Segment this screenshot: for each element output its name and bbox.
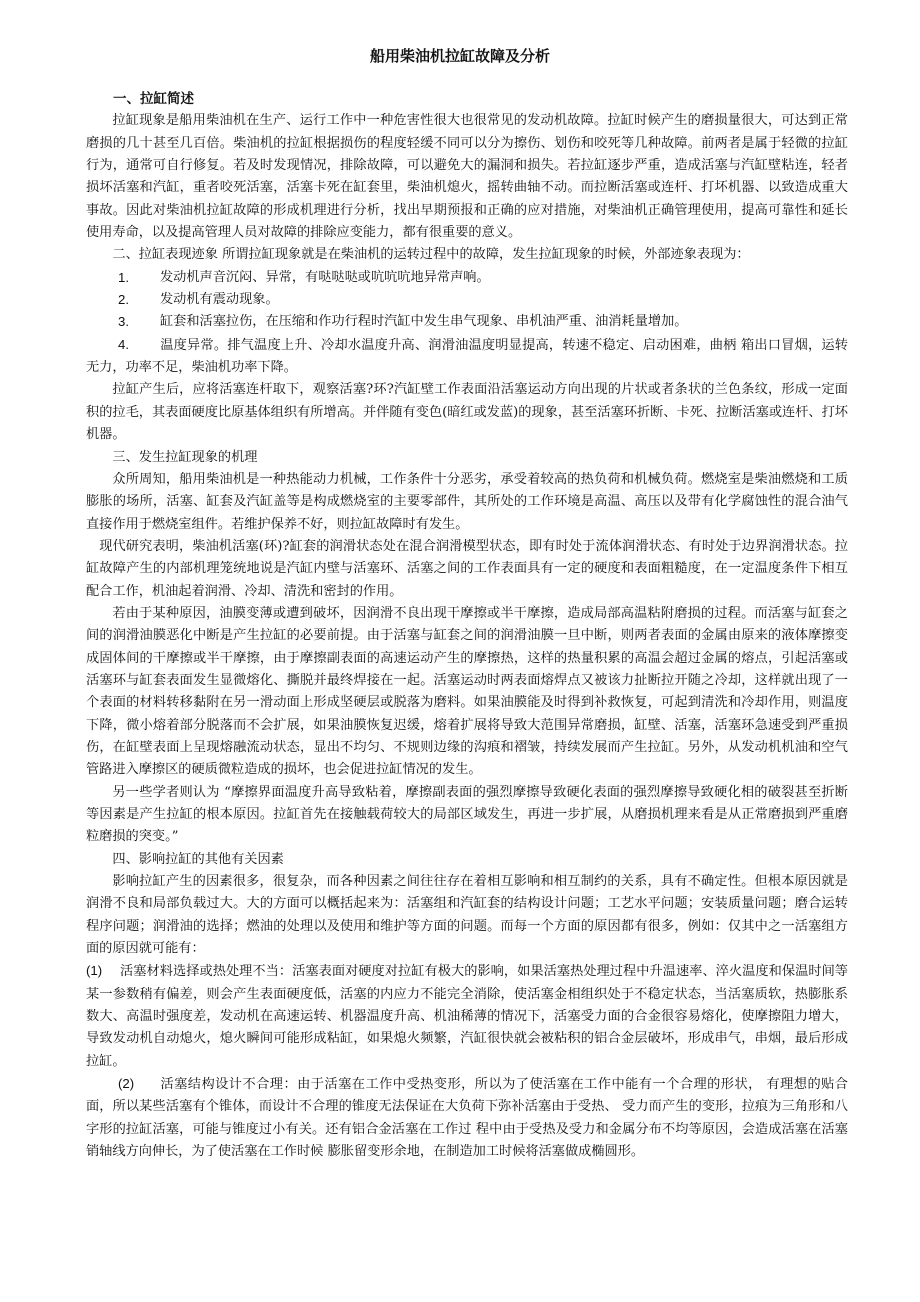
symptom-number: 4.: [118, 336, 129, 352]
document-title: 船用柴油机拉缸故障及分析: [369, 47, 550, 65]
document-body: [86, 88, 848, 1164]
section-2-after: 拉缸产生后，应将活塞连杆取下，观察活塞?环?汽缸壁工作表面沿活塞运动方向出现的片状或者条状的兰色条纹，形成一定面积的拉毛，其表面硬度比原基体组织有所增高。并伴随有变色(暗红或发蓝)的现象，甚至活塞环折断、卡死、拉断活塞或连杆、打坏机器。: [86, 382, 848, 443]
section-3-paragraph-4: 另一些学者则认为 “摩擦界面温度升高导致粘着，摩擦副表面的强烈摩擦导致硬化表面的强烈摩擦导致硬化相的破裂甚至折断等因素是产生拉缸的根本原因。拉缸首先在接触载荷较大的局部区域发生，再进一步扩展，从磨损机理来看是从正常磨损到严重磨粒磨损的突变。”: [86, 784, 848, 845]
section-1-heading: 一、拉缸简述: [113, 91, 194, 107]
symptom-number: 3.: [118, 314, 129, 330]
factor-item-2: [86, 1073, 848, 1163]
section-1-paragraph: 拉缸现象是船用柴油机在生产、运行工作中一种危害性很大也很常见的发动机故障。拉缸时候产生的磨损量很大，可达到正常磨损的几十甚至几百倍。柴油机的拉缸根据损伤的程度轻缓不同可以分为擦伤、划伤和咬死等几种故障。前两者是属于轻微的拉缸行为，通常可自行修复。若及时发现情况，排除故障，可以避免大的漏洞和损失。若拉缸逐步严重，造成活塞与汽缸壁粘连，轻者损坏活塞和汽缸，重者咬死活塞，活塞卡死在缸套里，柴油机熄火，摇转曲轴不动。而拉断活塞或连杆、打坏机器、以致造成重大事故。因此对柴油机拉缸故障的形成机理进行分析，找出早期预报和正确的应对措施，对柴油机正确管理使用，提高可靠性和延长使用寿命，以及提高管理人员对故障的排除应变能力，都有很重要的意义。: [86, 113, 848, 241]
symptom-text: 发动机声音沉闷、异常，有哒哒哒或吭吭吭地异常声响。: [160, 269, 490, 285]
symptom-number: 1.: [118, 269, 129, 285]
section-3-paragraph-3: 若由于某种原因，油膜变薄或遭到破坏，因润滑不良出现干摩擦或半干摩擦，造成局部高温粘附磨损的过程。而活塞与缸套之间的润滑油膜恶化中断是产生拉缸的必要前提。由于活塞与缸套之间的润滑油膜一旦中断，则两者表面的金属由原来的液体摩擦变成固体间的干摩擦或半干摩擦，由于摩擦副表面的高速运动产生的摩擦热，这样的热量积累的高温会超过金属的熔点，引起活塞或活塞环与缸套表面发生显微熔化、撕脱并最终焊接在一起。活塞运动时两表面熔焊点又被该力扯断拉开随之冷却，这样就出现了一个表面的材料转移黏附在另一滑动面上形成坚硬层或脱落为磨料。如果油膜能及时得到补救恢复，可起到清洗和冷却作用，则温度下降，微小熔着部分脱落而不会扩展，如果油膜恢复迟缓，熔着扩展将导致大范围异常磨损，缸壁、活塞，活塞环急速受到严重损伤，在缸壁表面上呈现熔融流动状态，显出不均匀、不规则边缘的沟痕和褶皱，持续发展而产生拉缸。另外，从发动机机油和空气管路进入摩擦区的硬质微粒造成的损坏，也会促进拉缸情况的发生。: [86, 605, 848, 778]
section-3-paragraph-1: 众所周知，船用柴油机是一种热能动力机械，工作条件十分恶劣，承受着较高的热负荷和机械负荷。燃烧室是柴油燃烧和工质膨胀的场所，活塞、缸套及汽缸盖等是构成燃烧室的主要零部件，其所处的工作环境是高温、高压以及带有化学腐蚀性的混合油气直接作用于燃烧室组件。若维护保养不好，则拉缸故障时有发生。: [86, 471, 848, 532]
factor-number: (1): [86, 963, 103, 979]
symptom-item-3: [86, 311, 848, 333]
section-4-paragraph-1: 影响拉缸产生的因素很多，很复杂，而各种因素之间往往存在着相互影响和相互制约的关系，具有不确定性。但根本原因就是润滑不良和局部负载过大。大的方面可以概括起来为：活塞组和汽缸套的结构设计问题；工艺水平问题；安装质量问题；磨合运转程序问题；润滑油的选择；燃油的处理以及使用和维护等方面的问题。而每一个方面的原因都有很多，例如：仅其中之一活塞组方面的原因就可能有：: [86, 874, 848, 957]
symptom-item-2: [86, 289, 848, 311]
section-3-paragraph-2: 现代研究表明，柴油机活塞(环)?缸套的润滑状态处在混合润滑模型状态，即有时处于流体润滑状态、有时处于边界润滑状态。拉缸故障产生的内部机理笼统地说是汽缸内壁与活塞环、活塞之间的工作表面具有一定的硬度和表面粗糙度，在一定温度条件下相互配合工作，机油起着润滑、冷却、清洗和密封的作用。: [86, 538, 848, 599]
factor-item-1: [86, 960, 848, 1073]
factor-number: (2): [118, 1076, 135, 1092]
symptom-number: 2.: [118, 292, 129, 308]
symptom-item-1: [86, 267, 848, 289]
symptom-item-4: [86, 334, 848, 380]
symptom-text: 发动机有震动现象。: [160, 292, 279, 308]
section-3-heading: 三、发生拉缸现象的机理: [112, 449, 258, 465]
section-4-heading: 四、影响拉缸的其他有关因素: [112, 851, 284, 867]
factor-text: 活塞材料选择或热处理不当：活塞表面对硬度对拉缸有极大的影响，如果活塞热处理过程中升温速率、淬火温度和保温时间等某一参数稍有偏差，则会产生表面硬度低，活塞的内应力不能完全消除，使活塞金相组织处于不稳定状态，当活塞质软，热膨胀系数大、高温时强度差，发动机在高速运转、机器温度升高、机油稀薄的情况下，活塞受力面的合金很容易熔化，使摩擦阻力增大，导致发动机自动熄火，熄火瞬间可能形成粘缸，如果熄火频繁，汽缸很快就会被粘积的铝合金层破坏，形成串气，串烟，最后形成拉缸。: [86, 964, 848, 1069]
symptom-text: 温度异常。排气温度上升、冷却水温度升高、润滑油温度明显提高，转速不稳定、启动困难，曲柄 箱出口冒烟，运转无力，功率不足，柴油机功率下降。: [86, 337, 848, 376]
factor-text: 活塞结构设计不合理：由于活塞在工作中受热变形，所以为了使活塞在工作中能有一个合理的形状， 有理想的贴合面，所以某些活塞有个锥体，而设计不合理的锥度无法保证在大负荷下弥补活塞由于受热、 受力而产生的变形，拉痕为三角形和八字形的拉缸活塞，可能与锥度过小有关。还有铝合金活塞在工作过 程中由于受热及受力和金属分布不均等原因，会造成活塞在活塞销轴线方向伸长，为了使活塞在工作时候 膨胀留变形余地，在制造加工时候将活塞做成椭圆形。: [86, 1077, 848, 1160]
section-2-intro: 二、拉缸表现迹象 所谓拉缸现象就是在柴油机的运转过程中的故障，发生拉缸现象的时候，外部迹象表现为：: [112, 247, 750, 263]
symptom-text: 缸套和活塞拉伤，在压缩和作功行程时汽缸中发生串气现象、串机油严重、油消耗量增加。: [160, 314, 688, 330]
